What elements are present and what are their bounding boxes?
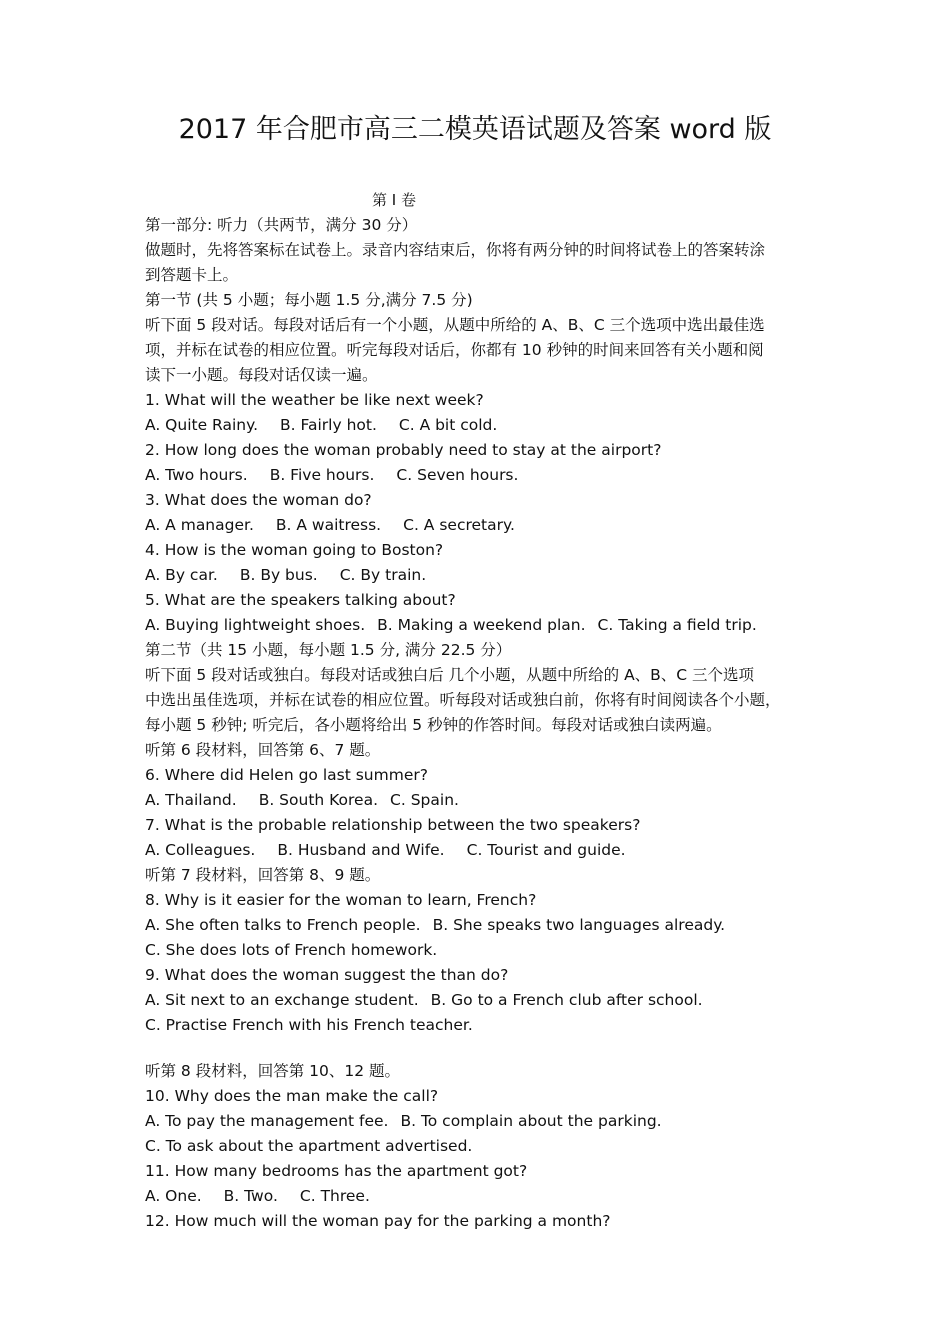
- option-c: C. To ask about the apartment advertised.: [145, 1137, 473, 1155]
- option-b: B. Go to a French club after school.: [430, 991, 703, 1009]
- option-a: A. A manager.: [145, 516, 254, 534]
- options-10: [145, 1109, 815, 1134]
- question-8: 8. Why is it easier for the woman to learn, French?: [145, 891, 537, 909]
- option-c: C. Tourist and guide.: [466, 841, 626, 859]
- option-a: A. To pay the management fee.: [145, 1112, 389, 1130]
- option-a: A. Colleagues.: [145, 841, 256, 859]
- option-c: C. A bit cold.: [398, 416, 498, 434]
- section2-instruction: 中选出虽佳选项，并标在试卷的相应位置。听每段对话或独白前，你将有时间阅读各个小题，: [145, 691, 781, 709]
- options-2: [145, 463, 815, 488]
- part1-heading: 第一部分: 听力（共两节，满分 30 分）: [145, 216, 418, 234]
- option-b: B. South Korea.: [258, 791, 379, 809]
- section1-instruction: 听下面 5 段对话。每段对话后有一个小题，从题中所给的 A、B、C 三个选项中选出最佳选: [145, 316, 765, 334]
- options-6: [145, 788, 815, 813]
- option-b: B. She speaks two languages already.: [432, 916, 726, 934]
- option-b: B. Two.: [223, 1187, 278, 1205]
- options-11: [145, 1184, 815, 1209]
- option-a: A. She often talks to French people.: [145, 916, 421, 934]
- section2-instruction: 每小题 5 秒钟; 听完后，各小题将给出 5 秒钟的作答时间。每段对话或独白读两遍。: [145, 716, 722, 734]
- option-a: A. By car.: [145, 566, 218, 584]
- part1-instruction: 到答题卡上。: [145, 266, 239, 284]
- options-1: [145, 413, 815, 438]
- question-3: 3. What does the woman do?: [145, 491, 372, 509]
- option-b: B. To complain about the parking.: [400, 1112, 662, 1130]
- material-7-note: 听第 7 段材料，回答第 8、9 题。: [145, 866, 381, 884]
- option-b: B. Husband and Wife.: [277, 841, 445, 859]
- option-c: C. Three.: [299, 1187, 370, 1205]
- question-12: 12. How much will the woman pay for the parking a month?: [145, 1212, 611, 1230]
- option-a: A. Two hours.: [145, 466, 248, 484]
- option-b: B. A waitress.: [275, 516, 382, 534]
- option-b: B. Fairly hot.: [280, 416, 377, 434]
- material-6-note: 听第 6 段材料，回答第 6、7 题。: [145, 741, 381, 759]
- blank-gap: [145, 1038, 815, 1059]
- part1-instruction: 做题时，先将答案标在试卷上。录音内容结束后，你将有两分钟的时间将试卷上的答案转涂: [145, 241, 766, 259]
- volume-label: 第 I 卷: [372, 191, 416, 209]
- question-1: 1. What will the weather be like next week?: [145, 391, 484, 409]
- section1-instruction: 读下一小题。每段对话仅读一遍。: [145, 366, 378, 384]
- option-c: C. Seven hours.: [396, 466, 519, 484]
- option-b: B. By bus.: [239, 566, 318, 584]
- material-8-note: 听第 8 段材料，回答第 10、12 题。: [145, 1062, 401, 1080]
- option-a: A. Quite Rainy.: [145, 416, 259, 434]
- question-11: 11. How many bedrooms has the apartment got?: [145, 1162, 528, 1180]
- option-a: A. Buying lightweight shoes.: [145, 616, 366, 634]
- question-6: 6. Where did Helen go last summer?: [145, 766, 428, 784]
- section2-heading: 第二节（共 15 小题，每小题 1.5 分, 满分 22.5 分）: [145, 641, 512, 659]
- option-c: C. Spain.: [390, 791, 459, 809]
- exam-content: [145, 213, 815, 1234]
- question-2: 2. How long does the woman probably need to stay at the airport?: [145, 441, 662, 459]
- options-7: [145, 838, 815, 863]
- option-c: C. She does lots of French homework.: [145, 941, 438, 959]
- document-title: 2017 年合肥市高三二模英语试题及答案 word 版: [178, 114, 772, 145]
- option-c: C. By train.: [339, 566, 427, 584]
- question-9: 9. What does the woman suggest the than do?: [145, 966, 509, 984]
- option-b: B. Making a weekend plan.: [377, 616, 586, 634]
- question-5: 5. What are the speakers talking about?: [145, 591, 456, 609]
- option-c: C. Taking a field trip.: [597, 616, 757, 634]
- question-4: 4. How is the woman going to Boston?: [145, 541, 444, 559]
- options-8: [145, 913, 815, 938]
- options-9: [145, 988, 815, 1013]
- section2-instruction: 听下面 5 段对话或独白。每段对话或独白后 几个小题，从题中所给的 A、B、C 三个选项: [145, 666, 755, 684]
- options-3: [145, 513, 815, 538]
- option-a: A. One.: [145, 1187, 202, 1205]
- options-4: [145, 563, 815, 588]
- options-5: [145, 613, 815, 638]
- option-c: C. Practise French with his French teacher.: [145, 1016, 473, 1034]
- option-a: A. Thailand.: [145, 791, 237, 809]
- question-10: 10. Why does the man make the call?: [145, 1087, 439, 1105]
- option-b: B. Five hours.: [269, 466, 375, 484]
- section1-instruction: 项，并标在试卷的相应位置。听完每段对话后，你都有 10 秒钟的时间来回答有关小题和阅: [145, 341, 764, 359]
- section1-heading: 第一节 (共 5 小题；每小题 1.5 分,满分 7.5 分): [145, 291, 473, 309]
- question-7: 7. What is the probable relationship between the two speakers?: [145, 816, 641, 834]
- option-c: C. A secretary.: [403, 516, 515, 534]
- option-a: A. Sit next to an exchange student.: [145, 991, 419, 1009]
